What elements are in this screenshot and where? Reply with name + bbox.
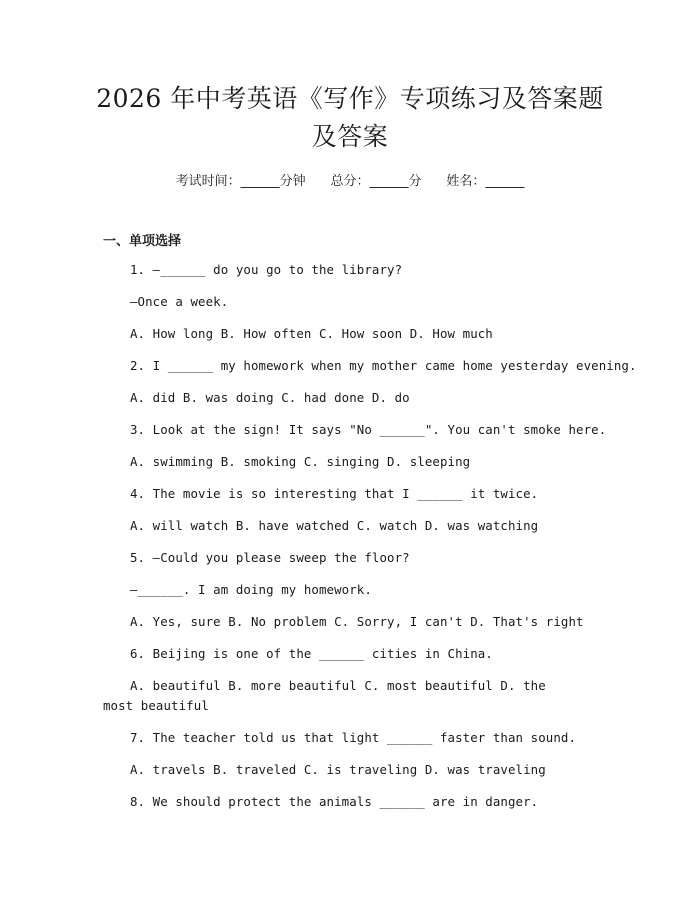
question-5-reply: —______. I am doing my homework.	[130, 582, 372, 597]
question-5-options: A. Yes, sure B. No problem C. Sorry, I can't D. That's right	[130, 614, 584, 629]
time-label: 考试时间：	[175, 174, 241, 189]
name-blank: ______	[485, 174, 525, 189]
score-label: 总分：	[330, 174, 370, 189]
question-1-options: A. How long B. How often C. How soon D. How much	[130, 326, 493, 341]
time-blank: ______	[240, 174, 280, 189]
question-4-options: A. will watch B. have watched C. watch D. was watching	[130, 518, 539, 533]
question-8: 8. We should protect the animals ______ are in danger.	[130, 794, 539, 809]
question-6: 6. Beijing is one of the ______ cities in China.	[130, 646, 493, 661]
question-7: 7. The teacher told us that light ______ faster than sound.	[130, 730, 577, 745]
question-5: 5. —Could you please sweep the floor?	[130, 550, 410, 565]
score-blank: ______	[369, 174, 409, 189]
question-2: 2. I ______ my homework when my mother came home yesterday evening.	[130, 358, 637, 373]
name-label: 姓名：	[446, 174, 486, 189]
page-title: 2026 年中考英语《写作》专项练习及答案题及答案	[96, 84, 604, 151]
score-unit: 分	[408, 174, 422, 189]
question-1-reply: —Once a week.	[130, 294, 229, 309]
question-3-options: A. swimming B. smoking C. singing D. sleeping	[130, 454, 471, 469]
time-unit: 分钟	[279, 174, 306, 189]
question-7-options: A. travels B. traveled C. is traveling D. was traveling	[130, 762, 546, 777]
question-2-options: A. did B. was doing C. had done D. do	[130, 390, 410, 405]
question-6-options: A. beautiful B. more beautiful C. most beautiful D. the most beautiful	[103, 678, 546, 713]
question-4: 4. The movie is so interesting that I ______ it twice.	[130, 486, 539, 501]
question-1: 1. —______ do you go to the library?	[130, 262, 403, 277]
exam-info-line	[0, 170, 700, 189]
section-heading: 一、单项选择	[103, 234, 182, 249]
question-3: 3. Look at the sign! It says "No ______". You can't smoke here.	[130, 422, 607, 437]
